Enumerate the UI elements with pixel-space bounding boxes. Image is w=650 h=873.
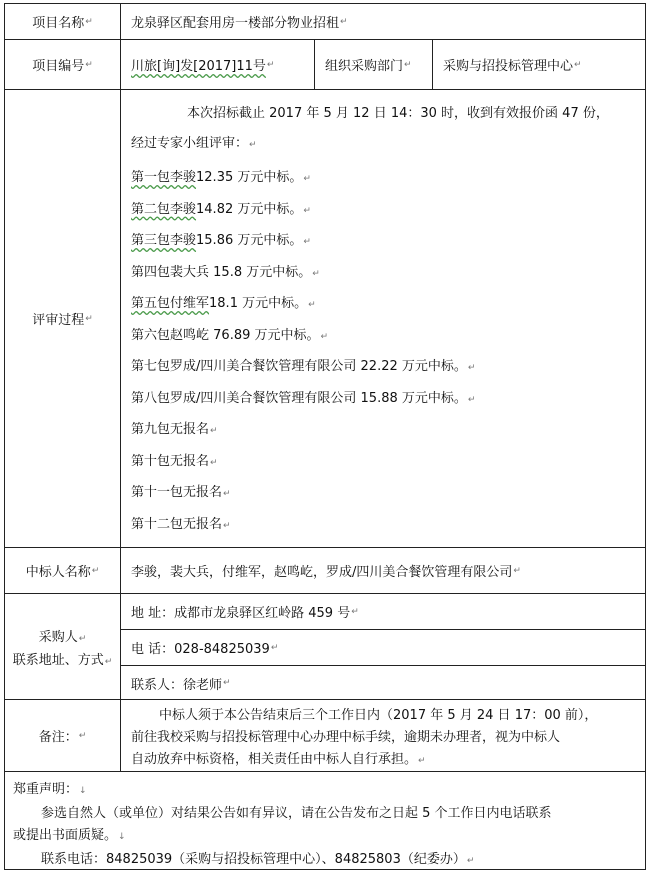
package-amount: 15.86 万元中标。 <box>196 233 303 248</box>
package-line: 第三包李骏15.86 万元中标。↵ <box>131 233 311 248</box>
declaration-line-2: 或提出书面质疑。↓ <box>13 828 126 843</box>
review-row <box>5 90 645 548</box>
declaration-line-1: 参选自然人（或单位）对结果公告如有异议，请在公告发布之日起 5 个工作日内电话联系 <box>41 806 552 821</box>
package-bidder: 第三包李骏 <box>131 233 197 248</box>
package-bidder: 第一包李骏 <box>131 170 197 185</box>
package-line: 第五包付维军18.1 万元中标。↵ <box>131 296 316 311</box>
review-label: 评审过程 ↵ <box>5 90 121 547</box>
package-bidder: 第五包付维军 <box>131 296 210 311</box>
project-no-label: 项目编号 ↵ <box>5 40 121 89</box>
package-bidder: 第十一包无报名 <box>131 485 223 500</box>
remarks-line-3: 自动放弃中标资格，相关责任由中标人自行承担。↵ <box>131 752 426 767</box>
dept-label: 组织采购部门 ↵ <box>315 40 433 89</box>
declaration-line-3: 联系电话：84825039（采购与招投标管理中心）、84825803（纪委办）↵ <box>41 852 475 867</box>
purchaser-row <box>5 594 645 700</box>
package-amount: 15.8 万元中标。 <box>209 264 312 280</box>
package-amount: 12.35 万元中标。 <box>196 170 303 185</box>
package-line: 第十一包无报名↵ <box>131 485 231 500</box>
remarks-content <box>121 700 645 771</box>
package-amount: 76.89 万元中标。 <box>209 327 320 343</box>
remarks-label: 备注： ↵ <box>5 700 121 771</box>
remarks-row <box>5 700 645 772</box>
package-bidder: 第六包赵鸣屹 <box>131 327 210 343</box>
declaration <box>5 772 645 869</box>
winner-row <box>5 548 645 594</box>
package-line: 第一包李骏12.35 万元中标。↵ <box>131 170 311 185</box>
package-line: 第九包无报名↵ <box>131 422 218 437</box>
declaration-title: 郑重声明：↓ <box>13 782 87 797</box>
package-line: 第四包裴大兵 15.8 万元中标。↵ <box>131 264 320 280</box>
project-no-row <box>5 40 645 90</box>
package-bidder: 第十二包无报名 <box>131 516 223 532</box>
announcement-table <box>4 3 646 870</box>
package-line: 第十二包无报名↵ <box>131 516 231 532</box>
winner-value: 李骏，裴大兵，付维军，赵鸣屹，罗成/四川美合餐饮管理有限公司 ↵ <box>131 565 521 580</box>
package-line: 第八包罗成/四川美合餐饮管理有限公司 15.88 万元中标。↵ <box>131 390 476 406</box>
package-bidder: 第八包罗成/四川美合餐饮管理有限公司 <box>131 390 357 406</box>
package-bidder: 第十包无报名 <box>131 453 210 469</box>
review-content <box>121 90 645 547</box>
package-line: 第二包李骏14.82 万元中标。↵ <box>131 201 311 217</box>
remarks-line-1: 中标人须于本公告结束后三个工作日内（2017 年 5 月 24 日 17：00 前）， <box>159 708 598 723</box>
package-line: 第十包无报名↵ <box>131 453 218 469</box>
project-name-row <box>5 4 645 40</box>
project-name-value: 龙泉驿区配套用房一楼部分物业招租 ↵ <box>131 16 348 31</box>
package-bidder: 第七包罗成/四川美合餐饮管理有限公司 <box>131 359 357 374</box>
package-amount: 14.82 万元中标。 <box>196 201 303 217</box>
remarks-line-2: 前往我校采购与招投标管理中心办理中标手续，逾期未办理者，视为中标人 <box>131 730 561 745</box>
winner-label: 中标人名称 ↵ <box>5 548 121 593</box>
purchaser-label: 采购人↵ 联系地址、方式↵ <box>5 594 121 699</box>
package-bidder: 第九包无报名 <box>131 422 210 437</box>
review-intro-line-2: 经过专家小组评审：↵ <box>131 136 257 151</box>
package-amount: 15.88 万元中标。 <box>356 390 467 406</box>
package-amount: 22.22 万元中标。 <box>356 359 467 374</box>
package-amount: 18.1 万元中标。 <box>209 296 308 311</box>
purchaser-details <box>121 594 645 699</box>
project-no-value: 川旅[询]发[2017]11号 ↵ <box>121 40 315 89</box>
package-bidder: 第二包李骏 <box>131 201 197 217</box>
package-line: 第七包罗成/四川美合餐饮管理有限公司 22.22 万元中标。↵ <box>131 359 476 374</box>
purchaser-phone: 电 话：028-84825039 ↵ <box>121 630 645 666</box>
package-line: 第六包赵鸣屹 76.89 万元中标。↵ <box>131 327 329 343</box>
dept-value: 采购与招投标管理中心 ↵ <box>443 59 582 74</box>
project-name-label: 项目名称 ↵ <box>5 4 121 39</box>
purchaser-contact: 联系人：徐老师 ↵ <box>131 677 231 693</box>
purchaser-address: 地 址：成都市龙泉驿区红岭路 459 号 ↵ <box>121 594 645 630</box>
review-intro-line-1: 本次招标截止 2017 年 5 月 12 日 14：30 时，收到有效报价函 47 份， <box>187 106 609 121</box>
package-bidder: 第四包裴大兵 <box>131 264 210 280</box>
